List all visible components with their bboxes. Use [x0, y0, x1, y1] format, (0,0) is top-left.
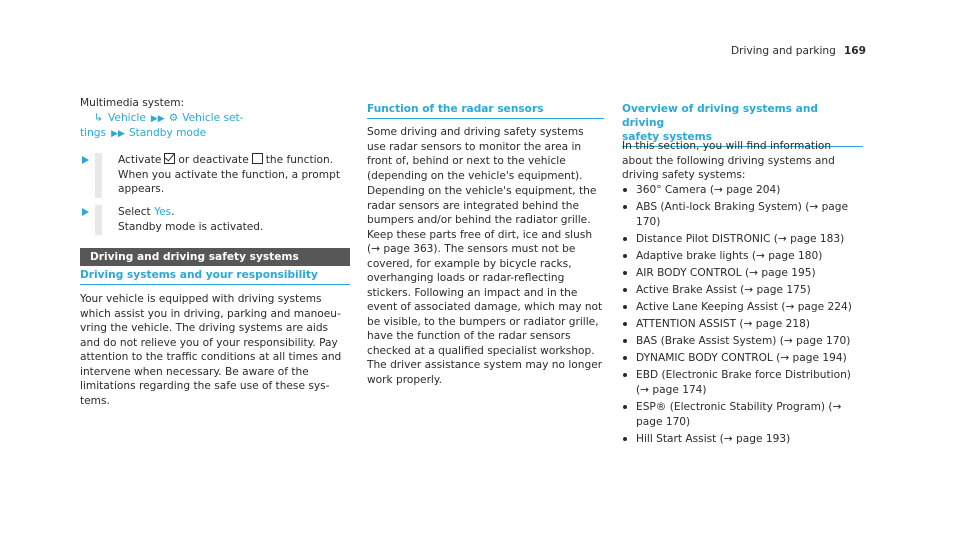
nav-separator-icon: ▶▶ — [150, 114, 165, 124]
step-select-text — [118, 205, 350, 234]
step2-text-c: Standby mode is activated. — [118, 220, 264, 233]
page-number: 169 — [843, 45, 866, 57]
step-arrow-icon — [82, 208, 89, 216]
step-bar — [95, 153, 102, 198]
list-item: BAS (Brake Assist System) (→ page 170) — [622, 334, 863, 349]
step2-text-b: . — [171, 206, 175, 218]
list-item: Distance Pilot DISTRONIC (→ page 183) — [622, 232, 863, 247]
list-item: 360° Camera (→ page 204) — [622, 183, 863, 198]
checked-checkbox-icon — [164, 153, 175, 164]
nav-path-line1 — [94, 111, 244, 127]
step1-text-a: Activate — [118, 154, 162, 166]
running-head-title: Driving and parking — [731, 45, 836, 57]
list-item: Hill Start Assist (→ page 193) — [622, 432, 863, 447]
step2-text-a: Select — [118, 206, 151, 218]
overview-heading-line2: safety systems — [622, 131, 713, 143]
responsibility-body: Your vehicle is equipped with driving systems which assist you in driving, parking and manoeuvring the vehicle. The driving systems are aids and do not relieve you of your responsibility. Pay attention to the traffic conditions at all times and intervene when necessary. Be aware of the limitations regarding the safe use of these systems. — [80, 293, 342, 407]
list-item: ESP® (Electronic Stability Program) (→ page 170) — [622, 400, 863, 429]
step-select — [80, 205, 350, 234]
list-item: EBD (Electronic Brake force Distribution) (→ page 174) — [622, 368, 863, 397]
nav-entry-icon: ↳ — [94, 112, 103, 124]
section-banner: Driving and driving safety systems — [80, 248, 350, 266]
nav-settings-icon: ⚙ — [168, 112, 179, 124]
nav-vehicle: Vehicle — [108, 112, 146, 124]
list-item: Active Lane Keeping Assist (→ page 224) — [622, 300, 863, 315]
empty-checkbox-icon — [252, 153, 263, 164]
step-activate — [80, 153, 350, 197]
radar-para1: Some driving and driving safety systems use radar sensors to monitor the area in front of, behind or next to the vehicle (depending on the vehicle's equipment). — [367, 126, 584, 182]
multimedia-intro: Multimedia system: — [80, 97, 185, 109]
step1-text-b: or deactivate — [178, 154, 249, 166]
systems-list — [622, 183, 863, 449]
nav-vehicle-settings-cont: tings — [80, 127, 107, 139]
radar-heading: Function of the radar sensors — [367, 102, 604, 119]
list-item: Adaptive brake lights (→ page 180) — [622, 249, 863, 264]
step1-text-c: the function. — [265, 154, 334, 166]
list-item: AIR BODY CONTROL (→ page 195) — [622, 266, 863, 281]
option-yes: Yes — [154, 206, 172, 218]
nav-vehicle-settings: Vehicle set- — [182, 112, 244, 124]
running-head — [731, 44, 866, 59]
overview-heading-line1: Overview of driving systems and driving — [622, 103, 818, 129]
nav-path-line2 — [80, 126, 206, 142]
list-item: ABS (Anti-lock Braking System) (→ page 170) — [622, 200, 863, 229]
responsibility-heading: Driving systems and your responsibility — [80, 268, 350, 285]
step-activate-text — [118, 153, 350, 197]
nav-standby-mode: Standby mode — [128, 127, 207, 139]
list-item: ATTENTION ASSIST (→ page 218) — [622, 317, 863, 332]
overview-intro: In this section, you will find information about the following driving systems and driving safety systems: — [622, 140, 835, 181]
step-bar — [95, 205, 102, 235]
nav-separator-icon: ▶▶ — [111, 129, 125, 139]
step1-text-d: When you activate the function, a prompt appears. — [118, 168, 340, 195]
list-item: Active Brake Assist (→ page 175) — [622, 283, 863, 298]
list-item: DYNAMIC BODY CONTROL (→ page 194) — [622, 351, 863, 366]
radar-para2: Depending on the vehicle's equipment, the radar sensors are integrated behind the bumpers and/or behind the radiator grille. Keep these parts free of dirt, ice and slush (→ page 363). The sensors must not be covered, for example by bicycle racks, overhanging loads or radar-reflecting stickers. Following an impact and in the event of associated damage, which may not be visible, to the bumpers or radiator grille, have the function of the radar sensors checked at a qualified specialist workshop. The driver assistance system may no longer work properly. — [367, 185, 603, 386]
step-arrow-icon — [82, 156, 89, 164]
